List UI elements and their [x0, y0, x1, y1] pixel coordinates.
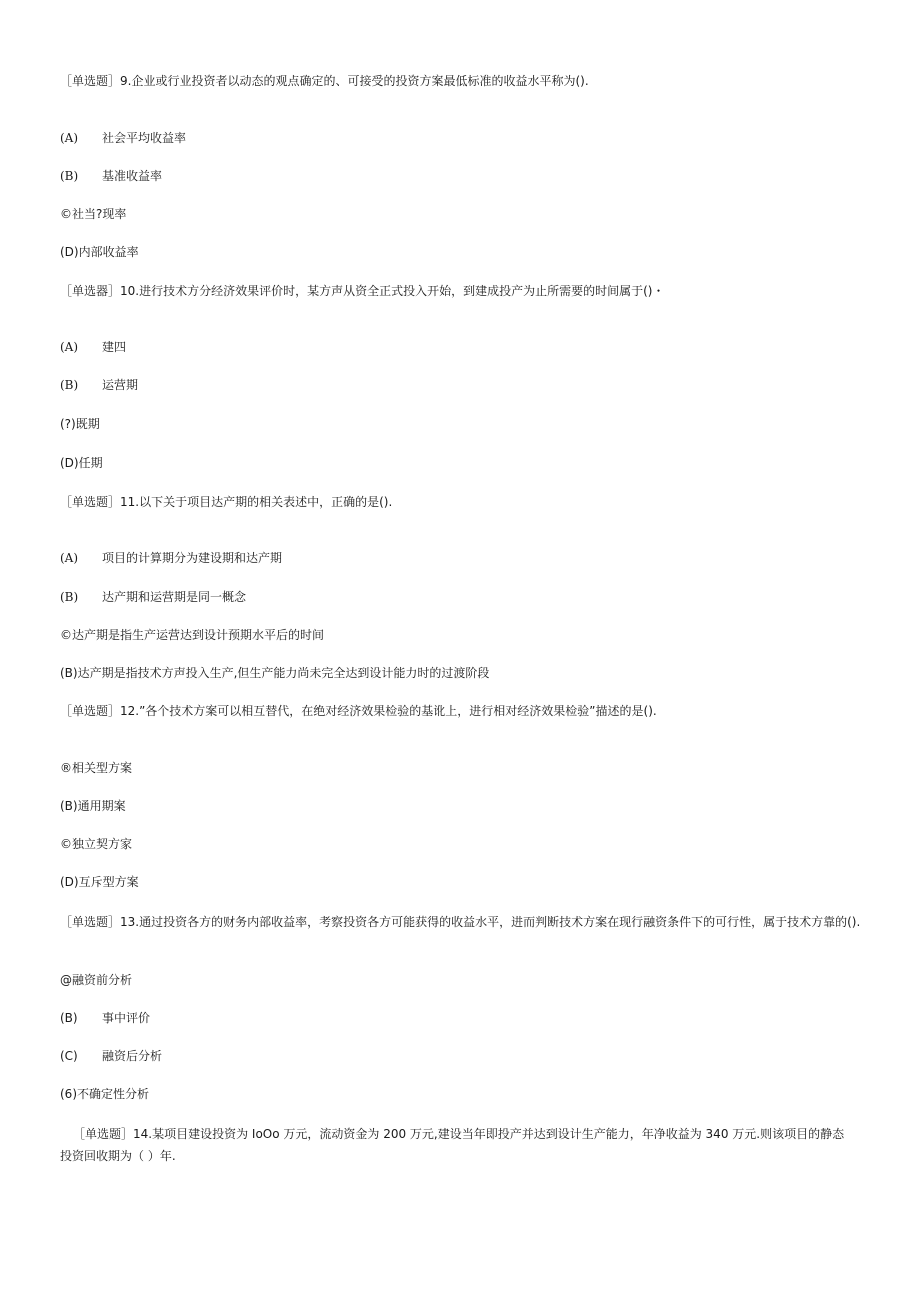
- option-10-d: (D)任期: [60, 456, 103, 470]
- option-label: (B): [60, 169, 79, 183]
- option-12-d: (D)互斥型方案: [60, 875, 139, 889]
- option-text: 达产期和运营期是同一概念: [102, 590, 247, 604]
- option-10-c: (?)既期: [60, 417, 100, 431]
- option-9-a: [60, 130, 186, 146]
- option-13-b: [60, 1010, 150, 1026]
- option-11-b: [60, 589, 246, 605]
- option-12-c: ©独立契方家: [60, 837, 133, 851]
- question-stem-11: ［单选题］11.以下关于项目达产期的相关表述中，正确的是().: [60, 495, 393, 509]
- option-label: (A): [60, 340, 79, 354]
- option-text: 事中评价: [102, 1011, 151, 1025]
- option-11-a: [60, 550, 282, 566]
- question-stem-12: ［单选题］12.”各个技术方案可以相互替代，在绝对经济效果检验的基讹上，进行相对经济效果检验”描述的是().: [60, 704, 657, 718]
- option-text: 社会平均收益率: [102, 131, 187, 145]
- option-label: (C): [60, 1049, 78, 1063]
- option-13-d: (6)不确定性分析: [60, 1087, 149, 1101]
- option-label: (A): [60, 551, 79, 565]
- option-12-a: ®相关型方案: [60, 761, 133, 775]
- option-13-c: [60, 1048, 162, 1064]
- option-10-a: [60, 339, 126, 355]
- option-11-c: ©达产期是指生产运营达到设计预期水平后的时间: [60, 628, 325, 642]
- question-stem-13: ［单选题］13.通过投资各方的财务内部收益率，考察投资各方可能获得的收益水平，进而判断技术方案在现行融资条件下的可行性，属于技术方靠的().: [60, 915, 861, 929]
- question-stem-14: ［单选题］14.某项目建设投资为 IoOo 万元，流动资金为 200 万元,建设当年即投产并达到设计生产能力，年净收益为 340 万元.则该项目的静态投资回收期为（ ）年.: [60, 1127, 845, 1163]
- option-text: 融资后分析: [102, 1049, 163, 1063]
- option-label: (B): [60, 1011, 78, 1025]
- option-9-b: [60, 168, 162, 184]
- option-label: (B): [60, 590, 79, 604]
- option-9-d: (D)内部收益率: [60, 245, 139, 259]
- option-text: 基准收益率: [102, 169, 163, 183]
- question-stem-9: ［单选题］9.企业或行业投资者以动态的观点确定的、可接受的投资方案最低标准的收益水平称为().: [60, 74, 589, 88]
- option-label: (A): [60, 131, 79, 145]
- option-13-a: @融资前分析: [60, 973, 133, 987]
- option-text: 项目的计算期分为建设期和达产期: [102, 551, 283, 565]
- option-12-b: (B)通用期案: [60, 799, 126, 813]
- option-text: 建四: [102, 340, 127, 354]
- option-9-c: ©社当?现率: [60, 207, 127, 221]
- option-label: (B): [60, 378, 79, 392]
- option-text: 运营期: [102, 378, 139, 392]
- option-10-b: [60, 377, 138, 393]
- question-stem-10: ［单选器］10.进行技术方分经济效果评价时，某方声从资全正式投入开始，到建成投产为止所需要的时间属于()・: [60, 284, 665, 298]
- option-11-d: (B)达产期是指技术方声投入生产,但生产能力尚未完全达到设计能力时的过渡阶段: [60, 666, 490, 680]
